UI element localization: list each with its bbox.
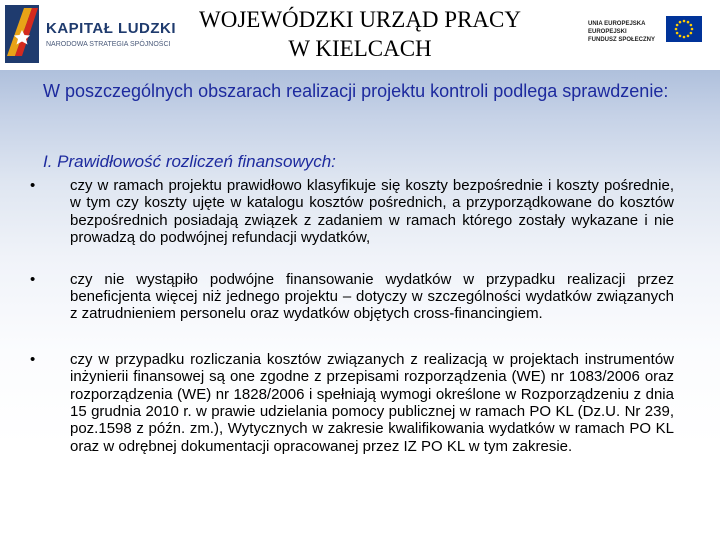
logo-title: KAPITAŁ LUDZKI <box>46 20 177 37</box>
logo-subtitle: NARODOWA STRATEGIA SPÓJNOŚCI <box>46 41 171 48</box>
list-item-text: czy nie wystąpiło podwójne finansowanie wydatków w przypadku realizacji przez beneficjenta więcej niż jednego projektu – dotyczy w szczególności wydatków związanych z zatrudnieniem personelu oraz wydatków objętych cross-financingiem. <box>70 270 674 323</box>
section-subheading: I. Prawidłowość rozliczeń finansowych: <box>43 152 336 171</box>
list-item <box>30 177 674 247</box>
bullet-icon: • <box>30 177 36 194</box>
list-item <box>30 351 674 455</box>
header-bar <box>0 0 720 70</box>
list-item-text: czy w ramach projektu prawidłowo klasyfikuje się koszty bezpośrednie i koszty pośrednie, w tym czy koszty ujęte w katalogu kosztów pośrednich, a przyporządkowane do kosztów bezpośrednich posiadają związek z zadaniem w ramach którego zostały wykazane i nie prowadzą do podwójnej refundacji wydatków, <box>70 177 674 247</box>
eu-line-2: EUROPEJSKI <box>588 29 627 35</box>
org-line-2: W KIELCACH <box>288 36 432 61</box>
slide-heading: W poszczególnych obszarach realizacji projektu kontroli podlega sprawdzenie: <box>43 81 669 101</box>
eu-line-1: UNIA EUROPEJSKA <box>588 21 646 27</box>
eu-line-3: FUNDUSZ SPOŁECZNY <box>588 37 656 43</box>
bullet-icon: • <box>30 350 36 368</box>
bullet-icon: • <box>30 270 36 288</box>
list-item <box>30 271 674 323</box>
eu-flag-icon <box>666 16 702 42</box>
org-line-1: WOJEWÓDZKI URZĄD PRACY <box>199 7 521 32</box>
bullet-list <box>30 177 674 455</box>
eu-label <box>588 20 660 44</box>
organization-name <box>150 5 570 63</box>
list-item-text: czy w przypadku rozliczania kosztów związanych z realizacją w projektach instrumentów inżynierii finansowej są one zgodne z przepisami rozporządzenia (WE) nr 1083/2006 oraz rozporządzenia (WE) nr 1828/2006 i spełniają wymogi określone w Rozporządzeniu z dnia 15 grudnia 2010 r. w prawie udzielania pomocy publicznej w ramach PO KL (Dz.U. Nr 239, poz.1598 z późn. zm.), Wytycznych w zakresie kwalifikowania wydatków w ramach PO KL oraz w odrębnej dokumentacji opracowanej przez IZ PO KL w tym zakresie. <box>70 350 674 455</box>
